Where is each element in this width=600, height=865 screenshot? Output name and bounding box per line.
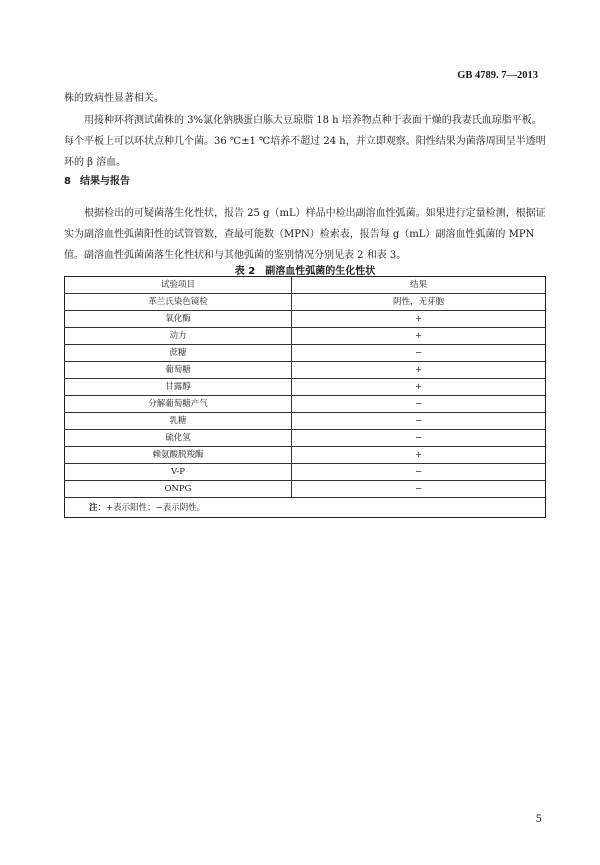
table-row <box>65 430 546 447</box>
row-result: − <box>292 481 546 498</box>
row-test-name: V-P <box>65 464 292 481</box>
row-result: + <box>292 379 546 396</box>
row-result: + <box>292 447 546 464</box>
table-row <box>65 311 546 328</box>
row-result: + <box>292 362 546 379</box>
row-test-name: 分解葡萄糖产气 <box>65 396 292 413</box>
table-row <box>65 464 546 481</box>
page-number: 5 <box>535 814 542 825</box>
table-note-label: 注： <box>89 502 107 513</box>
row-test-name: 乳糖 <box>65 413 292 430</box>
row-result: − <box>292 430 546 447</box>
row-result: 阴性，无芽胞 <box>292 294 546 311</box>
row-test-name: 蔗糖 <box>65 345 292 362</box>
paragraph-results-report: 根据检出的可疑菌落生化性状，报告 25 g（mL）样品中检出副溶血性弧菌。如果进行定量检测，根据证实为副溶血性弧菌阳性的试管管数，查最可能数（MPN）检索表，报告每 g（mL）副溶血性弧菌的 MPN 值。副溶血性弧菌菌落生化性状和与其他弧菌的鉴别情况分别见表 2 和表 3。 <box>64 208 546 261</box>
row-result: + <box>292 311 546 328</box>
row-test-name: 动力 <box>65 328 292 345</box>
row-test-name: 革兰氏染色镜检 <box>65 294 292 311</box>
header-cell-result: 结果 <box>292 277 546 294</box>
section-heading <box>64 172 130 187</box>
table-row <box>65 328 546 345</box>
row-result: + <box>292 328 546 345</box>
table-note-row <box>65 498 546 518</box>
table-row <box>65 294 546 311</box>
row-result: − <box>292 413 546 430</box>
table-header-row <box>65 277 546 294</box>
biochemical-table <box>64 276 546 518</box>
paragraph-continuation: 株的致病性显著相关。 <box>64 93 164 104</box>
row-result: − <box>292 345 546 362</box>
row-test-name: 葡萄糖 <box>65 362 292 379</box>
table-note <box>65 498 546 518</box>
header-cell-test-item: 试验项目 <box>65 277 292 294</box>
row-test-name: ONPG <box>65 481 292 498</box>
row-test-name: 甘露醇 <box>65 379 292 396</box>
paragraph-hemolysis-test: 用接种环将测试菌株的 3%氯化钠胰蛋白胨大豆琼脂 18 h 培养物点种于表面干燥的我妻氏血琼脂平板。每个平板上可以环状点种几个菌。36 ℃±1 ℃培养不超过 24 h，并立即观察。阳性结果为菌落周围呈半透明环的 β 溶血。 <box>64 115 546 168</box>
table-row <box>65 362 546 379</box>
row-test-name: 硫化氢 <box>65 430 292 447</box>
table-row <box>65 345 546 362</box>
table-title: 表 2 副溶血性弧菌的生化性状 <box>234 266 376 277</box>
table-row <box>65 447 546 464</box>
table-row <box>65 481 546 498</box>
table-row <box>65 396 546 413</box>
row-test-name: 赖氨酸脱羧酶 <box>65 447 292 464</box>
row-result: − <box>292 396 546 413</box>
table-row <box>65 379 546 396</box>
section-number: 8 <box>64 176 71 187</box>
table-row <box>65 413 546 430</box>
section-title: 结果与报告 <box>80 176 130 187</box>
row-result: − <box>292 464 546 481</box>
table-note-text: +表示阳性；−表示阴性。 <box>106 502 206 513</box>
standard-code: GB 4789. 7—2013 <box>457 70 538 81</box>
row-test-name: 氧化酶 <box>65 311 292 328</box>
